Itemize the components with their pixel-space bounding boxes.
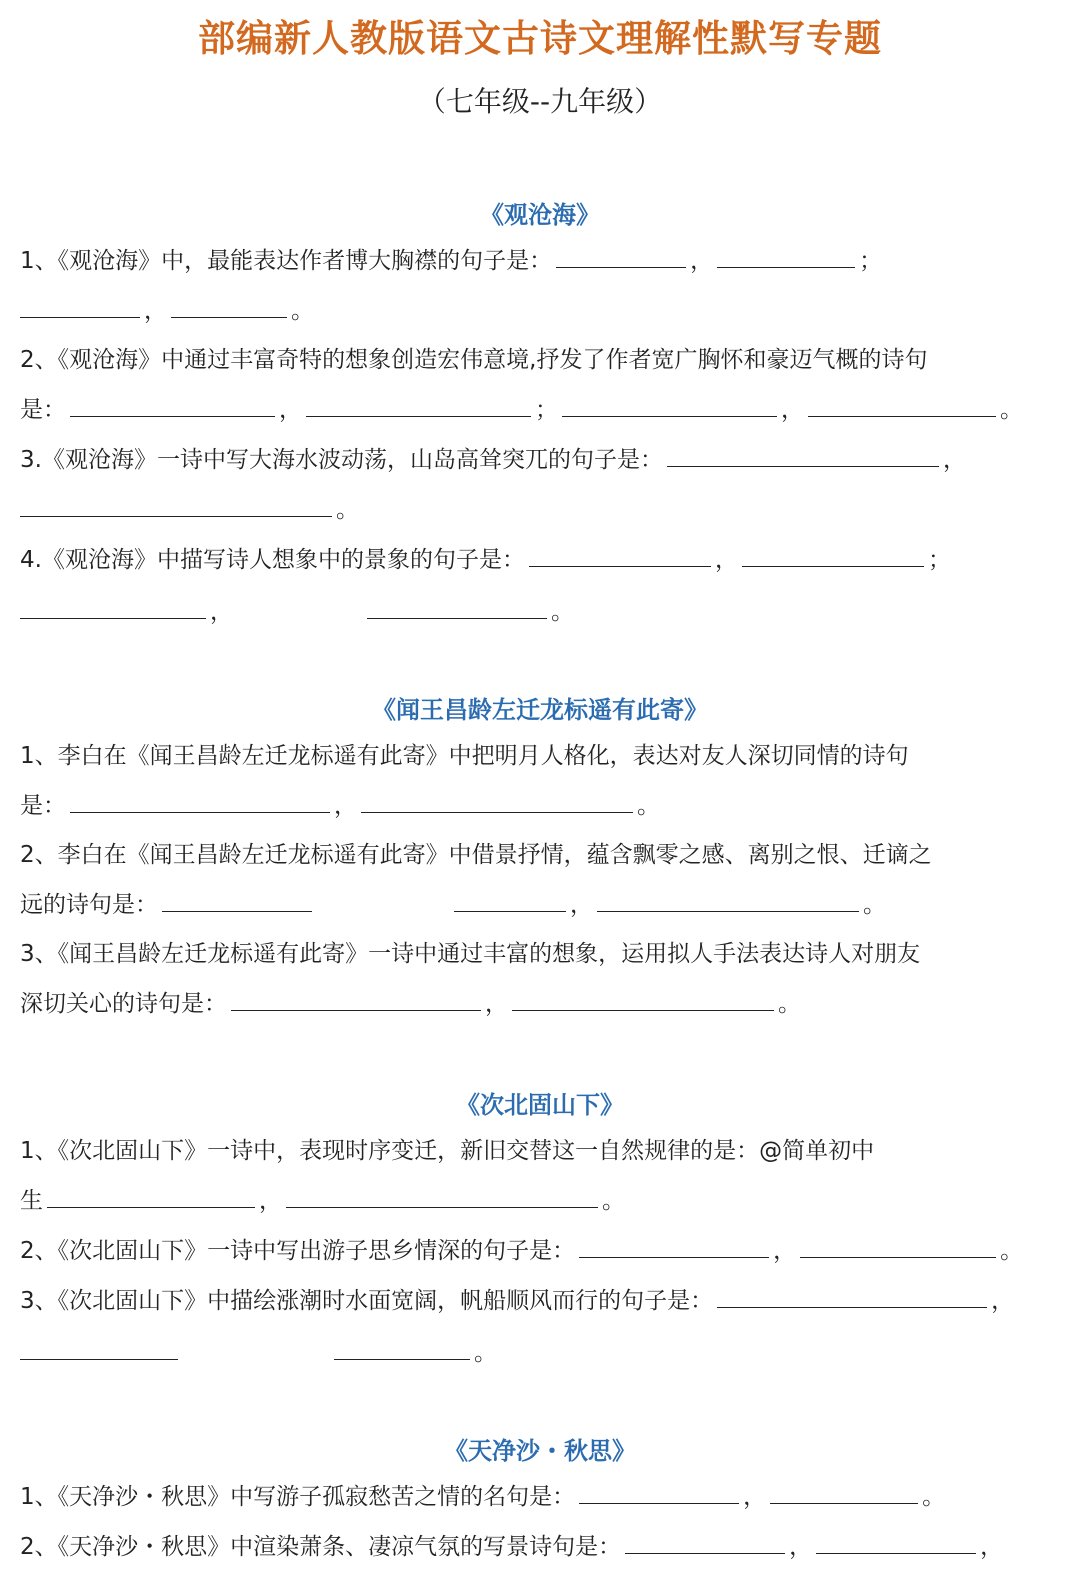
question-line <box>20 838 1065 872</box>
question-line <box>20 493 1065 527</box>
punctuation: 。 <box>336 497 359 523</box>
question-line <box>20 1184 1065 1218</box>
section-heading-guancanghai: 《观沧海》 <box>480 201 600 229</box>
answer-blank[interactable] <box>20 1337 178 1360</box>
answer-blank[interactable] <box>171 295 287 318</box>
answer-blank[interactable] <box>367 596 547 619</box>
answer-blank[interactable] <box>162 889 312 912</box>
question-line <box>20 1530 1065 1564</box>
question-text: 1、李白在《闻王昌龄左迁龙标遥有此寄》中把明月人格化，表达对友人深切同情的诗句 <box>20 743 909 769</box>
answer-blank[interactable] <box>579 1235 769 1258</box>
question-line <box>20 1234 1065 1268</box>
punctuation: ， <box>991 1288 1015 1314</box>
answer-blank[interactable] <box>717 1285 987 1308</box>
question-line <box>20 1284 1065 1318</box>
question-text: 3、《闻王昌龄左迁龙标遥有此寄》一诗中通过丰富的想象，运用拟人手法表达诗人对朋友 <box>20 941 921 967</box>
question-line <box>20 987 1065 1021</box>
answer-blank[interactable] <box>808 394 996 417</box>
punctuation: 。 <box>602 1188 625 1214</box>
punctuation: 。 <box>863 892 886 918</box>
punctuation: 。 <box>1000 1238 1024 1264</box>
punctuation: ， <box>743 1484 767 1510</box>
punctuation: 。 <box>291 298 314 324</box>
question-line <box>20 937 1065 971</box>
question-line <box>20 1480 1065 1514</box>
answer-blank[interactable] <box>231 988 481 1011</box>
answer-blank[interactable] <box>20 295 140 318</box>
question-text: 远的诗句是： <box>20 892 158 918</box>
section-heading-cibeigushanxia: 《次北固山下》 <box>456 1091 624 1119</box>
question-text: 2、李白在《闻王昌龄左迁龙标遥有此寄》中借景抒情，蕴含飘零之感、离别之恨、迁谪之 <box>20 842 932 868</box>
punctuation: 。 <box>778 991 801 1017</box>
document-title: 部编新人教版语文古诗文理解性默写专题 <box>198 17 882 60</box>
question-text: 2、《次北固山下》一诗中写出游子思乡情深的句子是： <box>20 1238 576 1264</box>
answer-blank[interactable] <box>625 1531 785 1554</box>
answer-blank[interactable] <box>20 596 206 619</box>
answer-blank[interactable] <box>47 1185 255 1208</box>
question-text: 是： <box>20 397 66 423</box>
answer-blank[interactable] <box>20 494 332 517</box>
punctuation: 。 <box>1000 397 1023 423</box>
answer-blank[interactable] <box>334 1337 470 1360</box>
section-heading-wenwangchangling: 《闻王昌龄左迁龙标遥有此寄》 <box>372 696 708 724</box>
answer-blank[interactable] <box>306 394 531 417</box>
punctuation: ， <box>980 1534 1004 1560</box>
answer-blank[interactable] <box>717 245 855 268</box>
punctuation: 。 <box>551 599 574 625</box>
punctuation: ， <box>485 991 508 1017</box>
punctuation: ， <box>144 298 167 324</box>
question-line <box>20 443 1065 477</box>
answer-blank[interactable] <box>454 889 566 912</box>
punctuation: ， <box>210 599 233 625</box>
answer-blank[interactable] <box>770 1481 918 1504</box>
answer-blank[interactable] <box>800 1235 996 1258</box>
punctuation: ， <box>714 547 738 573</box>
answer-blank[interactable] <box>816 1531 976 1554</box>
question-text: 1、《观沧海》中，最能表达作者博大胸襟的句子是： <box>20 248 553 274</box>
answer-blank[interactable] <box>529 544 711 567</box>
punctuation: ； <box>535 397 558 423</box>
question-line <box>20 888 1065 922</box>
answer-blank[interactable] <box>597 889 859 912</box>
punctuation: 。 <box>637 793 660 819</box>
question-line <box>20 789 1065 823</box>
question-text: 1、《次北固山下》一诗中，表现时序变迁，新旧交替这一自然规律的是：@简单初中 <box>20 1138 875 1164</box>
punctuation: ， <box>942 447 966 473</box>
punctuation: ； <box>859 248 883 274</box>
question-text: 是： <box>20 793 66 819</box>
answer-blank[interactable] <box>562 394 777 417</box>
punctuation: ， <box>773 1238 797 1264</box>
document-subtitle: （七年级--九年级） <box>417 85 663 118</box>
question-text: 生 <box>20 1188 43 1214</box>
punctuation: ， <box>690 248 714 274</box>
punctuation: ， <box>570 892 593 918</box>
question-text: 2、《观沧海》中通过丰富奇特的想象创造宏伟意境,抒发了作者宽广胸怀和豪迈气概的诗句 <box>20 347 928 373</box>
question-line <box>20 1336 1065 1370</box>
punctuation: 。 <box>474 1340 497 1366</box>
section-heading-tianjingsha: 《天净沙・秋思》 <box>444 1437 636 1465</box>
punctuation: ， <box>279 397 302 423</box>
question-line <box>20 1134 1065 1168</box>
punctuation: 。 <box>922 1484 946 1510</box>
answer-blank[interactable] <box>286 1185 598 1208</box>
question-line <box>20 739 1065 773</box>
answer-blank[interactable] <box>667 444 939 467</box>
answer-blank[interactable] <box>70 790 330 813</box>
answer-blank[interactable] <box>512 988 774 1011</box>
question-line <box>20 595 1065 629</box>
answer-blank[interactable] <box>70 394 275 417</box>
punctuation: ； <box>927 547 951 573</box>
question-text: 4.《观沧海》中描写诗人想象中的景象的句子是： <box>20 547 525 573</box>
question-text: 2、《天净沙・秋思》中渲染萧条、凄凉气氛的写景诗句是： <box>20 1534 622 1560</box>
punctuation: ， <box>789 1534 813 1560</box>
answer-blank[interactable] <box>556 245 686 268</box>
answer-blank[interactable] <box>742 544 924 567</box>
answer-blank[interactable] <box>361 790 633 813</box>
question-line <box>20 393 1065 427</box>
question-line <box>20 294 1065 328</box>
punctuation: ， <box>334 793 357 819</box>
question-line <box>20 543 1065 577</box>
question-line <box>20 244 1065 278</box>
question-text: 3、《次北固山下》中描绘涨潮时水面宽阔，帆船顺风而行的句子是： <box>20 1288 714 1314</box>
question-text: 深切关心的诗句是： <box>20 991 227 1017</box>
punctuation: ， <box>259 1188 282 1214</box>
question-line <box>20 343 1065 377</box>
punctuation: ， <box>781 397 804 423</box>
question-text: 1、《天净沙・秋思》中写游子孤寂愁苦之情的名句是： <box>20 1484 576 1510</box>
answer-blank[interactable] <box>579 1481 739 1504</box>
question-text: 3.《观沧海》一诗中写大海水波动荡，山岛高耸突兀的句子是： <box>20 447 663 473</box>
